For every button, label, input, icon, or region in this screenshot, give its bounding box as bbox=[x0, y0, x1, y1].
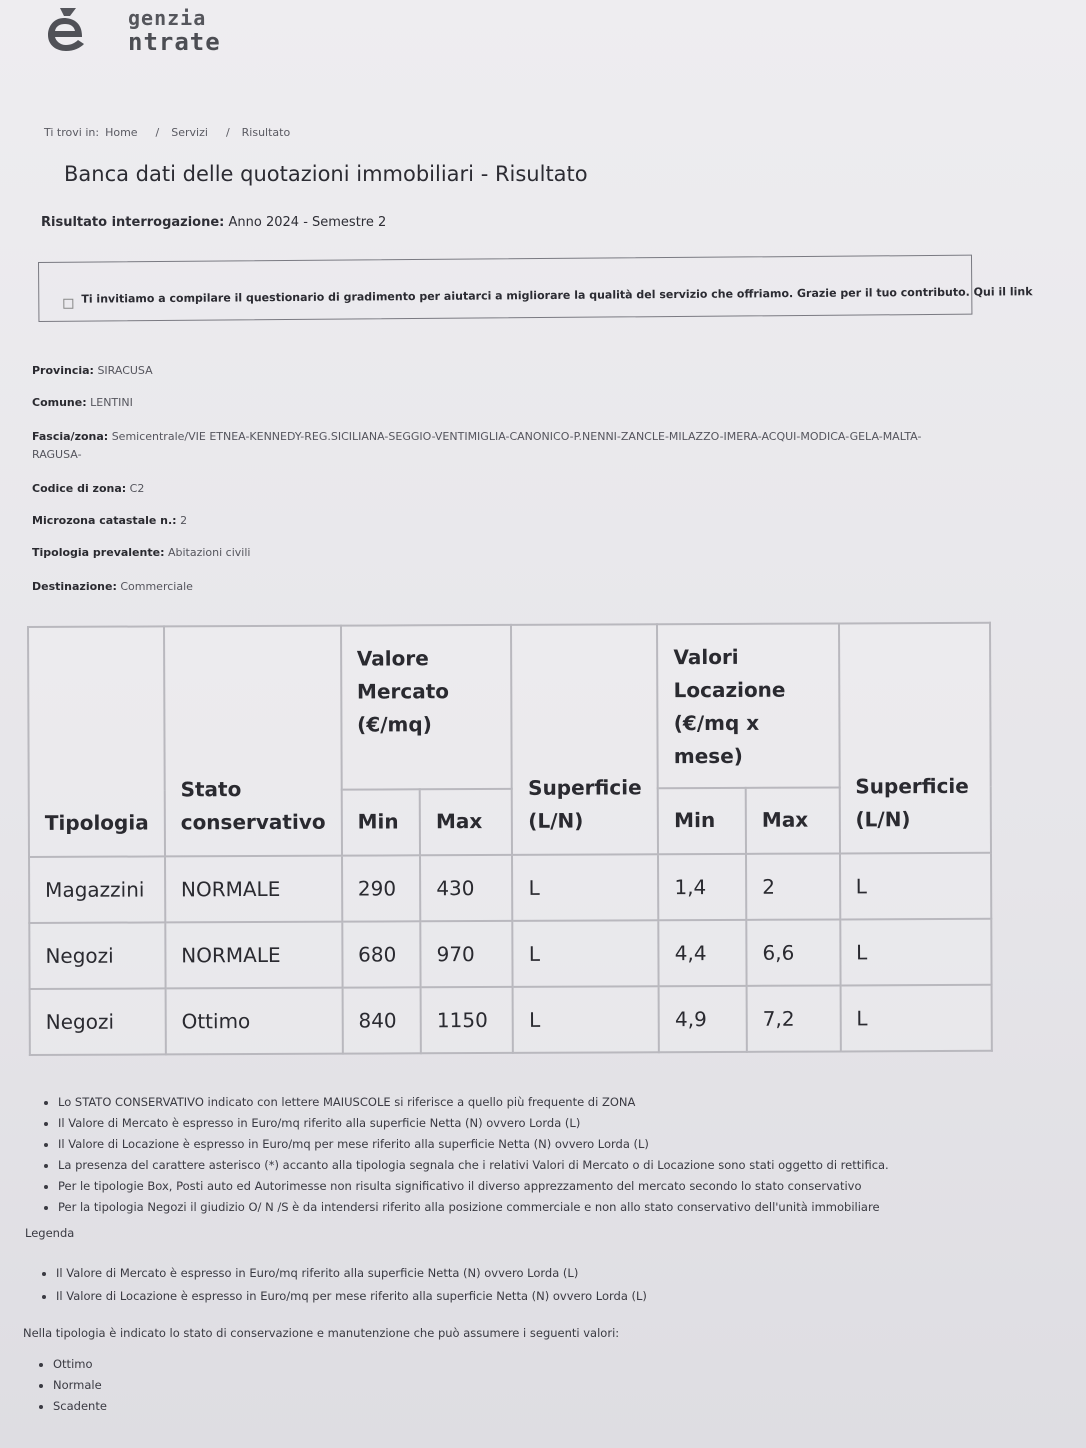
cell-vm-max: 430 bbox=[420, 855, 513, 921]
notes-list bbox=[32, 1092, 889, 1218]
logo-line2: ntrate bbox=[128, 28, 221, 56]
cell-stato: Ottimo bbox=[165, 988, 342, 1055]
field-destinazione: Destinazione: Commerciale bbox=[32, 580, 193, 593]
table-row bbox=[29, 919, 991, 989]
cell-superficie: L bbox=[513, 920, 659, 987]
note-item: • Per la tipologia Negozi il giudizio O/ N /S è da intendersi riferito alla posizione commerciale e non allo stato conservativo dell'unità immobiliare bbox=[58, 1197, 889, 1218]
cell-vm-min: 680 bbox=[342, 921, 421, 987]
breadcrumb-prefix: Ti trovi in: bbox=[44, 126, 100, 139]
header-superficie-mercato: Superficie (L/N) bbox=[511, 624, 658, 855]
note-item: • Per le tipologie Box, Posti auto ed Autorimesse non risulta significativo il diverso apprezzamento del mercato secondo lo stato conservativo bbox=[58, 1176, 889, 1197]
note-item: • Lo STATO CONSERVATIVO indicato con lettere MAIUSCOLE si riferisce a quello più frequente di ZONA bbox=[58, 1092, 889, 1113]
cell-vl-max: 6,6 bbox=[746, 919, 840, 985]
cell-superficie: L bbox=[513, 986, 659, 1053]
cell-tipologia: Negozi bbox=[29, 922, 165, 989]
field-microzona: Microzona catastale n.: 2 bbox=[32, 514, 188, 527]
cell-vl-min: 1,4 bbox=[658, 854, 746, 920]
field-comune: Comune: LENTINI bbox=[32, 396, 133, 409]
legend-list bbox=[30, 1262, 647, 1308]
header-valore-mercato: Valore Mercato (€/mq) bbox=[341, 625, 512, 790]
survey-notice-link[interactable]: Ti invitiamo a compilare il questionario di gradimento per aiutarci a migliorare la qualità del servizio che offriamo. Grazie per il tuo contributo. Qui il link bbox=[81, 285, 1033, 306]
table-row bbox=[29, 853, 991, 923]
cell-vl-min: 4,4 bbox=[659, 920, 747, 986]
field-codice-zona: Codice di zona: C2 bbox=[32, 482, 145, 495]
agenzia-entrate-logo[interactable] bbox=[44, 2, 244, 58]
breadcrumb-separator: / bbox=[155, 126, 160, 139]
table-row bbox=[30, 985, 992, 1055]
cell-vm-max: 1150 bbox=[421, 987, 514, 1053]
result-value: Anno 2024 - Semestre 2 bbox=[228, 215, 387, 230]
header-vm-min: Min bbox=[341, 789, 420, 855]
legend-item: • Il Valore di Locazione è espresso in Euro/mq per mese riferito alla superficie Netta (N) ovvero Lorda (L) bbox=[56, 1285, 647, 1308]
cell-stato: NORMALE bbox=[165, 856, 342, 923]
header-vl-max: Max bbox=[746, 787, 840, 853]
note-item: • Il Valore di Locazione è espresso in Euro/mq per mese riferito alla superficie Netta (N) ovvero Lorda (L) bbox=[58, 1134, 889, 1155]
breadcrumb-servizi[interactable]: Servizi bbox=[171, 126, 208, 139]
legend-heading: Legenda bbox=[25, 1226, 75, 1240]
header-superficie-locazione: Superficie (L/N) bbox=[839, 623, 991, 854]
field-fascia-zona: Fascia/zona: Semicentrale/VIE ETNEA-KENNEDY-REG.SICILIANA-SEGGIO-VENTIMIGLIA-CANONICO-P.NENNI-ZANCLE-MILAZZO-IMERA-ACQUI-MODICA-GELA-MALTA-RAGUSA- bbox=[32, 430, 922, 461]
header-tipologia: Tipologia bbox=[28, 626, 165, 857]
cell-superficie: L bbox=[840, 985, 992, 1052]
cell-superficie: L bbox=[512, 854, 658, 921]
cell-vm-min: 840 bbox=[342, 987, 421, 1053]
cell-stato: NORMALE bbox=[165, 922, 342, 989]
page-title: Banca dati delle quotazioni immobiliari - Risultato bbox=[64, 162, 588, 186]
logo-line1: genzia bbox=[128, 6, 207, 30]
cell-superficie: L bbox=[840, 853, 992, 920]
typology-value: • Ottimo bbox=[53, 1354, 107, 1375]
typology-heading: Nella tipologia è indicato lo stato di conservazione e manutenzione che può assumere i seguenti valori: bbox=[23, 1326, 620, 1340]
breadcrumb-home[interactable]: Home bbox=[105, 126, 138, 139]
header-stato-conservativo: Stato conservativo bbox=[164, 626, 342, 857]
cell-vl-min: 4,9 bbox=[659, 986, 747, 1052]
field-tipologia-prevalente: Tipologia prevalente: Abitazioni civili bbox=[32, 546, 251, 559]
cell-superficie: L bbox=[840, 919, 992, 986]
logo-mark-icon bbox=[46, 6, 90, 52]
cell-tipologia: Negozi bbox=[30, 988, 166, 1055]
header-vm-max: Max bbox=[420, 789, 513, 855]
cell-vm-min: 290 bbox=[342, 855, 421, 921]
note-item: • Il Valore di Mercato è espresso in Euro/mq riferito alla superficie Netta (N) ovvero Lorda (L) bbox=[58, 1113, 889, 1134]
cell-tipologia: Magazzini bbox=[29, 856, 165, 923]
typology-values-list bbox=[28, 1354, 107, 1417]
breadcrumb bbox=[44, 126, 296, 139]
header-vl-min: Min bbox=[658, 788, 746, 854]
cell-vm-max: 970 bbox=[420, 921, 513, 987]
legend-item: • Il Valore di Mercato è espresso in Euro/mq riferito alla superficie Netta (N) ovvero Lorda (L) bbox=[56, 1262, 647, 1285]
breadcrumb-current: Risultato bbox=[241, 126, 291, 139]
breadcrumb-separator: / bbox=[225, 126, 230, 139]
header-valori-locazione: Valori Locazione (€/mq x mese) bbox=[657, 623, 839, 788]
result-label: Risultato interrogazione: bbox=[41, 215, 225, 230]
notice-checkbox-icon bbox=[63, 299, 73, 309]
cell-vl-max: 2 bbox=[746, 853, 840, 919]
field-provincia: Provincia: SIRACUSA bbox=[32, 364, 153, 377]
typology-value: • Normale bbox=[53, 1375, 107, 1396]
note-item: • La presenza del carattere asterisco (*) accanto alla tipologia segnala che i relativi Valori di Mercato o di Locazione sono stati oggetto di rettifica. bbox=[58, 1155, 889, 1176]
cell-vl-max: 7,2 bbox=[747, 985, 841, 1051]
typology-value: • Scadente bbox=[53, 1396, 107, 1417]
result-info bbox=[41, 215, 386, 230]
quotazioni-table bbox=[27, 622, 993, 1056]
survey-notice bbox=[38, 255, 1033, 322]
